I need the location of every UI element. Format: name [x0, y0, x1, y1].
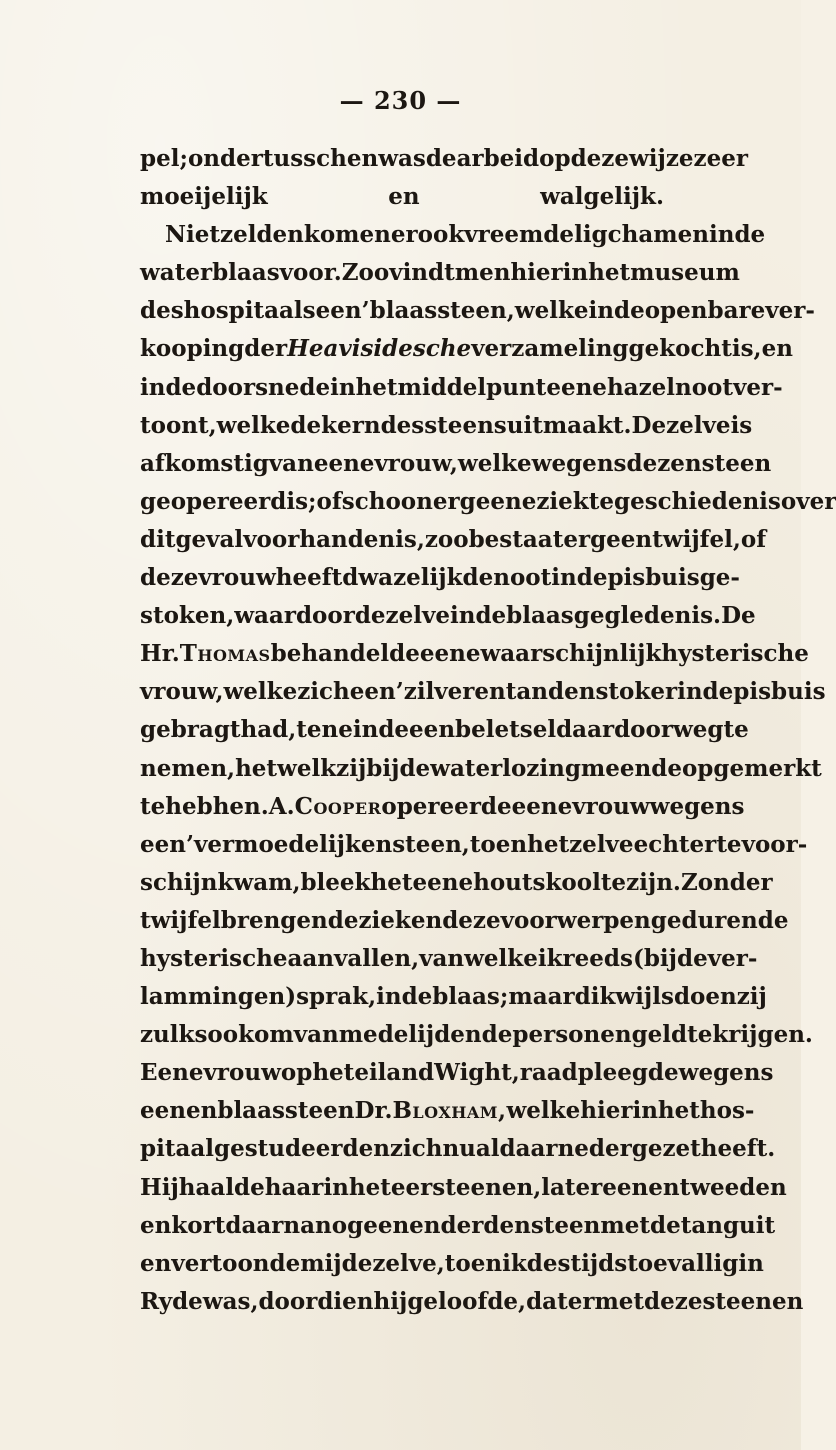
word: zulks — [140, 1021, 208, 1049]
word: ten — [296, 716, 339, 744]
word: geloofde, — [407, 1287, 527, 1315]
word: het — [370, 868, 413, 896]
word: medelijdende — [338, 1021, 513, 1049]
word: kort — [171, 1211, 226, 1239]
text-line — [140, 597, 756, 635]
word: ge- — [699, 564, 740, 592]
word: mij — [300, 1249, 342, 1277]
word: tanden — [505, 678, 596, 706]
word: was — [378, 145, 426, 172]
word: ver- — [733, 373, 783, 401]
word: voorhanden — [243, 525, 396, 553]
word: dezelve, — [341, 1249, 445, 1277]
word: en — [358, 1135, 390, 1163]
word: en — [388, 183, 420, 211]
word: in — [551, 564, 577, 592]
word: zelden — [220, 221, 304, 249]
word: eene — [546, 373, 607, 401]
word: dezelve — [354, 602, 450, 630]
word: te — [723, 716, 749, 744]
word: zijn. — [626, 868, 681, 896]
word: hij — [373, 1287, 408, 1315]
word: eenen — [363, 1211, 441, 1239]
word: meende — [580, 754, 682, 782]
word: kwam, — [217, 868, 301, 896]
word: dezen — [626, 449, 702, 477]
word: de — [475, 602, 507, 630]
word: openbare — [644, 297, 766, 325]
word: de — [327, 906, 359, 934]
word: een’ — [315, 297, 370, 325]
word: in — [677, 678, 703, 706]
word: wijze — [628, 145, 694, 172]
word: blaas — [506, 602, 574, 630]
word: welke — [216, 411, 291, 439]
word: weg — [672, 716, 724, 744]
text-line — [140, 559, 740, 597]
word: A. — [268, 792, 295, 820]
text-line — [140, 1169, 787, 1207]
word: ver- — [765, 297, 815, 325]
word: de — [677, 944, 708, 972]
text-line — [140, 521, 767, 559]
word: hos- — [699, 1097, 755, 1125]
text-line — [140, 864, 773, 902]
word: is; — [286, 487, 317, 515]
word: ver- — [707, 944, 758, 972]
word: eenen, — [455, 1173, 542, 1201]
word: en — [140, 1211, 172, 1239]
word: geld — [631, 1021, 688, 1049]
word: wegens — [678, 1059, 774, 1087]
word: des — [140, 297, 184, 325]
word: is, — [731, 335, 762, 363]
word: eene — [419, 640, 481, 668]
word: de — [425, 145, 457, 172]
word: haar — [264, 1173, 324, 1201]
word: een — [409, 716, 456, 744]
word: in — [562, 259, 589, 287]
word: kooping — [140, 335, 245, 363]
word: was, — [202, 1287, 259, 1315]
word: vrouw, — [374, 449, 458, 477]
word: ook — [207, 1021, 255, 1049]
word: te — [600, 868, 627, 896]
word: De — [721, 602, 756, 630]
word: reeds — [562, 944, 633, 972]
word: ziektegeschiedenis — [536, 487, 781, 515]
word: er — [390, 221, 418, 249]
word: blaassteen, — [369, 297, 515, 325]
text-line — [140, 1245, 764, 1283]
word: Hij — [140, 1173, 179, 1201]
word: nemen, — [140, 754, 236, 782]
word: er — [432, 487, 460, 515]
word: gekocht — [628, 335, 732, 363]
word: dit — [140, 525, 176, 553]
word: noot — [493, 564, 552, 592]
word: daarna — [225, 1211, 316, 1239]
word: bij — [366, 754, 400, 782]
word: doordien — [258, 1287, 374, 1315]
word: in — [708, 221, 735, 249]
word: om — [254, 1021, 294, 1049]
text-line — [140, 1054, 774, 1092]
word: tweeden — [679, 1173, 787, 1201]
word: Dr. — [354, 1097, 393, 1125]
text-line — [140, 254, 740, 292]
word: schijn — [140, 868, 218, 896]
word: steen — [701, 449, 772, 477]
word: gedurende — [650, 906, 789, 934]
word: raadpleegde — [519, 1059, 679, 1087]
word: Cooper — [294, 792, 382, 820]
word: het — [355, 373, 398, 401]
word: men — [454, 259, 511, 287]
word: vrouw — [572, 792, 650, 820]
word: behandelde — [270, 640, 420, 668]
word: deze — [140, 564, 199, 592]
text-line — [140, 216, 766, 254]
word: is, — [395, 525, 425, 553]
word: kern — [321, 411, 381, 439]
word: komen — [303, 221, 391, 249]
text-line — [140, 483, 836, 521]
word: lammingen) — [140, 983, 297, 1011]
word: in — [738, 1249, 764, 1277]
word: opgemerkt — [681, 754, 822, 782]
word: eenen — [140, 1097, 218, 1125]
word: heeft. — [700, 1135, 776, 1163]
word: de — [165, 373, 197, 401]
word: de — [399, 754, 431, 782]
word: hazelnoot — [606, 373, 734, 401]
text-line — [140, 1207, 776, 1245]
word: uit — [739, 1211, 776, 1239]
word: voorwerpen — [500, 906, 651, 934]
word: vindt — [389, 259, 455, 287]
word: of — [740, 525, 767, 553]
word: de — [614, 297, 645, 325]
word: steenen — [702, 1287, 804, 1315]
word: ondertusschen — [187, 145, 379, 172]
text-line — [140, 330, 793, 368]
word: wegens — [649, 792, 745, 820]
word: in — [330, 373, 356, 401]
word: waarschijnlijk — [480, 640, 662, 668]
word: van — [419, 944, 465, 972]
word: ik — [502, 1249, 527, 1277]
word: toen — [469, 830, 528, 858]
word: hier — [580, 1097, 633, 1125]
word: uitmaakt. — [506, 411, 632, 439]
word: zoo — [424, 525, 469, 553]
word: eene — [412, 868, 474, 896]
word: opereerde — [381, 792, 512, 820]
text-line — [140, 788, 745, 826]
word: toont, — [140, 411, 217, 439]
word: in — [632, 1097, 658, 1125]
word: steen — [530, 1211, 601, 1239]
word: had, — [240, 716, 297, 744]
word: is. — [691, 602, 722, 630]
word: Hr. — [140, 640, 180, 668]
word: het — [348, 1173, 391, 1201]
word: brengen — [220, 906, 328, 934]
word: pisbuis — [607, 564, 700, 592]
text-line — [140, 178, 664, 216]
word: de — [702, 678, 734, 706]
word: het — [312, 1059, 355, 1087]
word: de — [649, 1211, 681, 1239]
word: pisbuis — [733, 678, 826, 706]
word: hetzelve — [527, 830, 634, 858]
word: hysterische — [140, 944, 288, 972]
word: zich — [297, 678, 350, 706]
word: der — [244, 335, 288, 363]
word: destijds — [526, 1249, 628, 1277]
text-line — [140, 902, 789, 940]
word: arbeid — [456, 145, 540, 172]
text-line — [140, 711, 749, 749]
word: de — [401, 983, 433, 1011]
word: doen — [673, 983, 737, 1011]
word: hebhen. — [165, 792, 269, 820]
word: dwazelijk — [342, 564, 463, 592]
word: eenen — [602, 1173, 680, 1201]
word: zij — [336, 754, 367, 782]
word: een’ — [140, 830, 194, 858]
word: later — [541, 1173, 603, 1201]
word: voor. — [279, 259, 342, 287]
word: Ryde — [140, 1287, 203, 1315]
word: er — [563, 525, 591, 553]
word: walgelijk. — [540, 183, 664, 211]
word: met — [594, 1287, 645, 1315]
text-line — [140, 1092, 755, 1130]
word: heeft — [275, 564, 343, 592]
word: dat — [526, 1287, 568, 1315]
word: waterblaas — [140, 259, 280, 287]
word: zich — [389, 1135, 443, 1163]
text-line — [140, 940, 758, 978]
word: waardoor — [234, 602, 355, 630]
word: de — [734, 221, 766, 249]
word: in — [588, 297, 614, 325]
word: welke — [506, 1097, 581, 1125]
word: op — [280, 1059, 313, 1087]
word: van — [268, 449, 314, 477]
word: blaas; — [432, 983, 509, 1011]
word: zij — [736, 983, 767, 1011]
word: Heavisidesche — [287, 335, 472, 363]
word: beletsel — [455, 716, 557, 744]
word: nog — [315, 1211, 364, 1239]
word: vermoedelijken — [194, 830, 393, 858]
word: toen — [444, 1249, 503, 1277]
word: Niet — [165, 221, 221, 249]
word: ook — [417, 221, 465, 249]
word: hier — [510, 259, 563, 287]
word: er — [567, 1287, 595, 1315]
word: Dezelve — [631, 411, 731, 439]
word: wegens — [531, 449, 627, 477]
word: des — [380, 411, 425, 439]
word: Zoo — [341, 259, 390, 287]
word: hospitaals — [183, 297, 316, 325]
word: (bij — [632, 944, 677, 972]
word: twijfel, — [652, 525, 741, 553]
word: pel; — [140, 145, 188, 172]
text-line — [140, 445, 772, 483]
word: welke — [514, 297, 589, 325]
word: stoker — [595, 678, 678, 706]
word: deze — [570, 145, 629, 172]
word: het — [588, 259, 631, 287]
word: de — [290, 411, 322, 439]
text-line — [140, 635, 809, 673]
word: welke — [457, 449, 532, 477]
word: Zonder — [680, 868, 773, 896]
word: blaassteen — [217, 1097, 355, 1125]
word: twijfel — [140, 906, 221, 934]
word: ofschoon — [316, 487, 433, 515]
word: vrouw — [203, 1059, 281, 1087]
word: het — [657, 1097, 700, 1125]
word: doorsnede — [196, 373, 331, 401]
word: de — [576, 564, 608, 592]
word: welke — [464, 944, 538, 972]
word: zieken — [358, 906, 443, 934]
word: nedergezet — [557, 1135, 701, 1163]
text-line — [140, 1130, 776, 1168]
word: te — [140, 792, 166, 820]
word: personen — [512, 1021, 632, 1049]
word: geval — [175, 525, 244, 553]
word: ligchamen — [574, 221, 709, 249]
word: zeer — [693, 145, 748, 172]
word: over — [780, 487, 836, 515]
word: verzameling — [471, 335, 629, 363]
word: steen, — [392, 830, 470, 858]
word: waterlozing — [430, 754, 581, 782]
word: derden — [440, 1211, 531, 1239]
word: met — [600, 1211, 650, 1239]
page-number: — 230 — — [339, 86, 462, 115]
word: echter — [633, 830, 717, 858]
word: toevallig — [627, 1249, 739, 1277]
word: in — [376, 983, 402, 1011]
word: nu — [442, 1135, 476, 1163]
word: gegleden — [573, 602, 692, 630]
word: vertoonde — [171, 1249, 301, 1277]
word: en — [140, 1249, 172, 1277]
word: eene — [511, 792, 573, 820]
word: vrouw — [198, 564, 276, 592]
word: vreemde — [464, 221, 575, 249]
text-line — [140, 407, 753, 445]
word: in — [323, 1173, 349, 1201]
word: van — [293, 1021, 339, 1049]
word: op — [539, 145, 571, 172]
word: hetwelk — [235, 754, 337, 782]
word: middelpunt — [397, 373, 547, 401]
word: geopereerd — [140, 487, 287, 515]
word: eene — [313, 449, 375, 477]
word: tang — [680, 1211, 740, 1239]
word: haalde — [178, 1173, 265, 1201]
word: stoken, — [140, 602, 235, 630]
word: voor- — [741, 830, 808, 858]
word: steens — [424, 411, 507, 439]
word: daardoor — [556, 716, 673, 744]
word: gebragt — [140, 716, 241, 744]
word: Eene — [140, 1059, 204, 1087]
word: krijgen. — [712, 1021, 813, 1049]
text-line — [140, 369, 783, 407]
word: bleek — [300, 868, 371, 896]
word: dikwijls — [574, 983, 674, 1011]
word: in — [140, 373, 166, 401]
word: houtskool — [473, 868, 601, 896]
word: en — [761, 335, 793, 363]
word: hysterische — [661, 640, 809, 668]
word: maar — [508, 983, 575, 1011]
word: pitaal — [140, 1135, 214, 1163]
word: welke — [223, 678, 298, 706]
text-line — [140, 140, 748, 178]
word: eerst — [390, 1173, 456, 1201]
word: aldaar — [475, 1135, 558, 1163]
word: deze — [442, 906, 501, 934]
text-line — [140, 1016, 813, 1054]
word: vrouw, — [140, 678, 224, 706]
word: aanvallen, — [287, 944, 420, 972]
word: te — [716, 830, 742, 858]
word: zilveren — [403, 678, 506, 706]
word: sprak, — [296, 983, 377, 1011]
word: moeijelijk — [140, 183, 268, 211]
word: museum — [630, 259, 740, 287]
word: is — [730, 411, 753, 439]
word: de — [462, 564, 494, 592]
text-line — [140, 826, 808, 864]
word: Wight, — [434, 1059, 520, 1087]
word: einde — [338, 716, 410, 744]
word: deze — [644, 1287, 703, 1315]
word: afkomstig — [140, 449, 269, 477]
word: gestudeerd — [214, 1135, 359, 1163]
text-line — [140, 673, 826, 711]
body-text — [140, 140, 836, 1321]
word: te — [687, 1021, 713, 1049]
text-line — [140, 1283, 804, 1321]
word: in — [449, 602, 476, 630]
text-line — [140, 978, 767, 1016]
word: Thomas — [179, 640, 271, 668]
word: ik — [537, 944, 563, 972]
word: bestaat — [468, 525, 564, 553]
word: een’ — [349, 678, 404, 706]
text-line — [140, 292, 815, 330]
word: geen — [590, 525, 653, 553]
text-line — [140, 750, 822, 788]
word: eiland — [354, 1059, 435, 1087]
word: Bloxham, — [392, 1097, 507, 1125]
word: geene — [459, 487, 537, 515]
